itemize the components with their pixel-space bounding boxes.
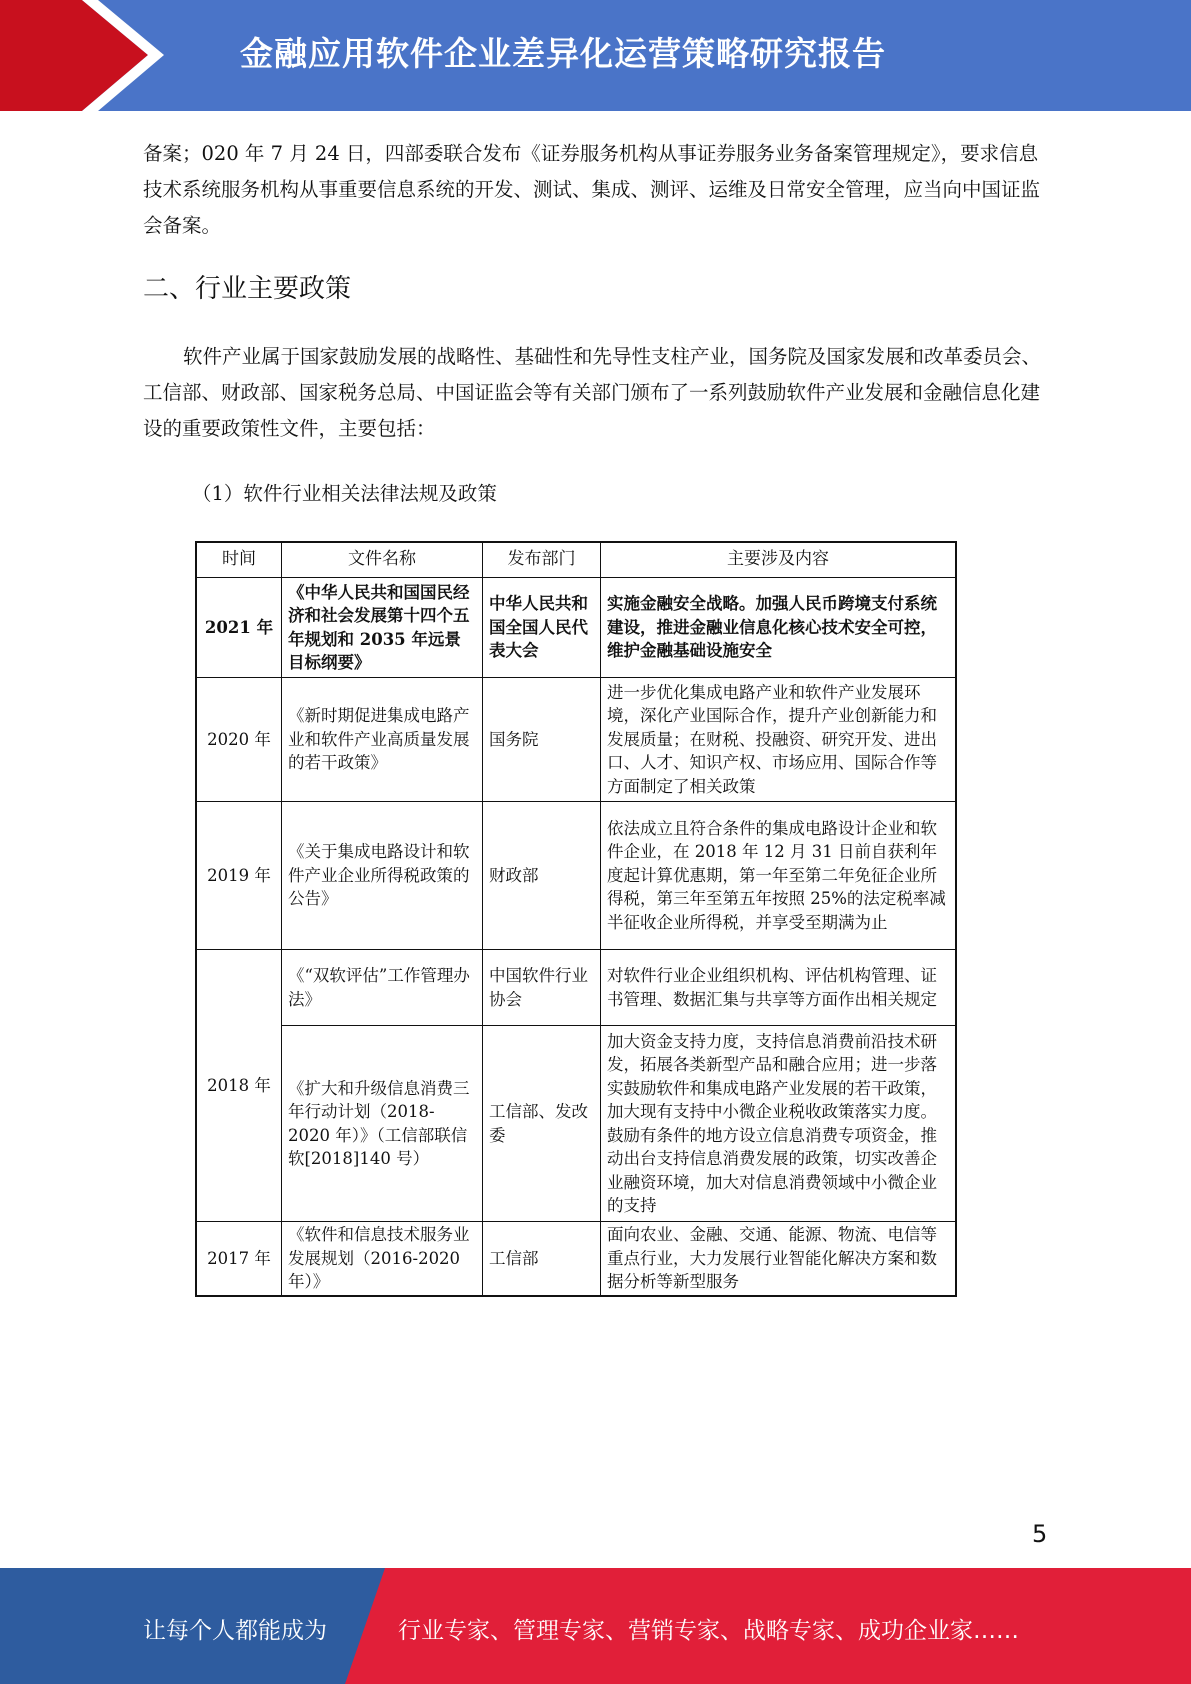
table-cell-department: 中国软件行业协会 [489, 966, 588, 1009]
table-cell-document: 《关于集成电路设计和软件产业企业所得税政策的公告》 [288, 842, 470, 909]
table-cell-year: 2020 年 [207, 729, 271, 749]
footer-slogan-right: 行业专家、管理专家、营销专家、战略专家、成功企业家…… [398, 1618, 1019, 1644]
table-cell-department: 工信部 [489, 1248, 539, 1268]
table-cell-content: 加大资金支持力度，支持信息消费前沿技术研发，拓展各类新型产品和融合应用；进一步落实鼓励软件和集成电路产业发展的若干政策，加大现有支持中小微企业税收政策落实力度。鼓励有条件的地方设立信息消费专项资金，推动出台支持信息消费发展的政策，切实改善企业融资环境，加大对信息消费领域中小微企业的支持 [607, 1031, 937, 1215]
table-cell-content: 对软件行业企业组织机构、评估机构管理、证书管理、数据汇集与共享等方面作出相关规定 [607, 966, 937, 1009]
report-title: 金融应用软件企业差异化运营策略研究报告 [240, 34, 886, 73]
table-header-content: 主要涉及内容 [727, 549, 829, 570]
table-cell-department: 工信部、发改委 [489, 1102, 588, 1145]
table-cell-document: 《软件和信息技术服务业发展规划（2016-2020 年）》 [288, 1225, 470, 1292]
table-cell-year: 2019 年 [207, 865, 271, 885]
section-heading: 二、行业主要政策 [143, 274, 352, 304]
table-cell-department: 国务院 [489, 729, 539, 749]
intro-paragraph: 备案；020 年 7 月 24 日，四部委联合发布《证券服务机构从事证券服务业务备案管理规定》，要求信息技术系统服务机构从事重要信息系统的开发、测试、集成、测评、运维及日常安全管理，应当向中国证监会备案。 [143, 142, 1041, 237]
policy-table [195, 541, 957, 1297]
table-cell-department: 财政部 [489, 865, 539, 885]
table-cell-year: 2018 年 [207, 1075, 271, 1095]
table-cell-document: 《新时期促进集成电路产业和软件产业高质量发展的若干政策》 [288, 706, 470, 773]
table-cell-document: 《扩大和升级信息消费三年行动计划（2018-2020 年）》（工信部联信软[2018]140 号） [288, 1078, 470, 1168]
table-cell-content: 依法成立且符合条件的集成电路设计企业和软件企业，在 2018 年 12 月 31 日前自获利年度起计算优惠期，第一年至第二年免征企业所得税，第三年至第五年按照 25%的法定税率减半征收企业所得税，并享受至期满为止 [607, 818, 946, 932]
table-header-time: 时间 [222, 549, 256, 570]
section-paragraph: 软件产业属于国家鼓励发展的战略性、基础性和先导性支柱产业，国务院及国家发展和改革委员会、工信部、财政部、国家税务总局、中国证监会等有关部门颁布了一系列鼓励软件产业发展和金融信息化建设的重要政策性文件，主要包括： [143, 345, 1042, 440]
table-header-department: 发布部门 [507, 549, 576, 570]
sub-heading: （1）软件行业相关法律法规及政策 [192, 482, 497, 505]
table-cell-content: 进一步优化集成电路产业和软件产业发展环境，深化产业国际合作，提升产业创新能力和发展质量；在财税、投融资、研究开发、进出口、人才、知识产权、市场应用、国际合作等方面制定了相关政策 [607, 682, 937, 796]
table-cell-content: 实施金融安全战略。加强人民币跨境支付系统建设，推进金融业信息化核心技术安全可控，维护金融基础设施安全 [607, 594, 937, 661]
header-arrow-decoration [0, 0, 150, 111]
table-cell-year: 2017 年 [207, 1248, 271, 1268]
table-cell-document: 《中华人民共和国国民经济和社会发展第十四个五年规划和 2035 年远景目标纲要》 [288, 582, 470, 672]
table-cell-document: 《“双软评估”工作管理办法》 [288, 966, 470, 1009]
table-cell-year: 2021 年 [204, 617, 274, 637]
table-cell-content: 面向农业、金融、交通、能源、物流、电信等重点行业，大力发展行业智能化解决方案和数据分析等新型服务 [607, 1225, 937, 1292]
table-header-document: 文件名称 [348, 549, 416, 570]
page-number: 5 [1032, 1520, 1048, 1548]
header-banner [0, 0, 1191, 111]
footer-banner [0, 1568, 1191, 1684]
footer-slogan-left: 让每个人都能成为 [143, 1618, 327, 1644]
table-cell-department: 中华人民共和国全国人民代表大会 [489, 594, 588, 661]
